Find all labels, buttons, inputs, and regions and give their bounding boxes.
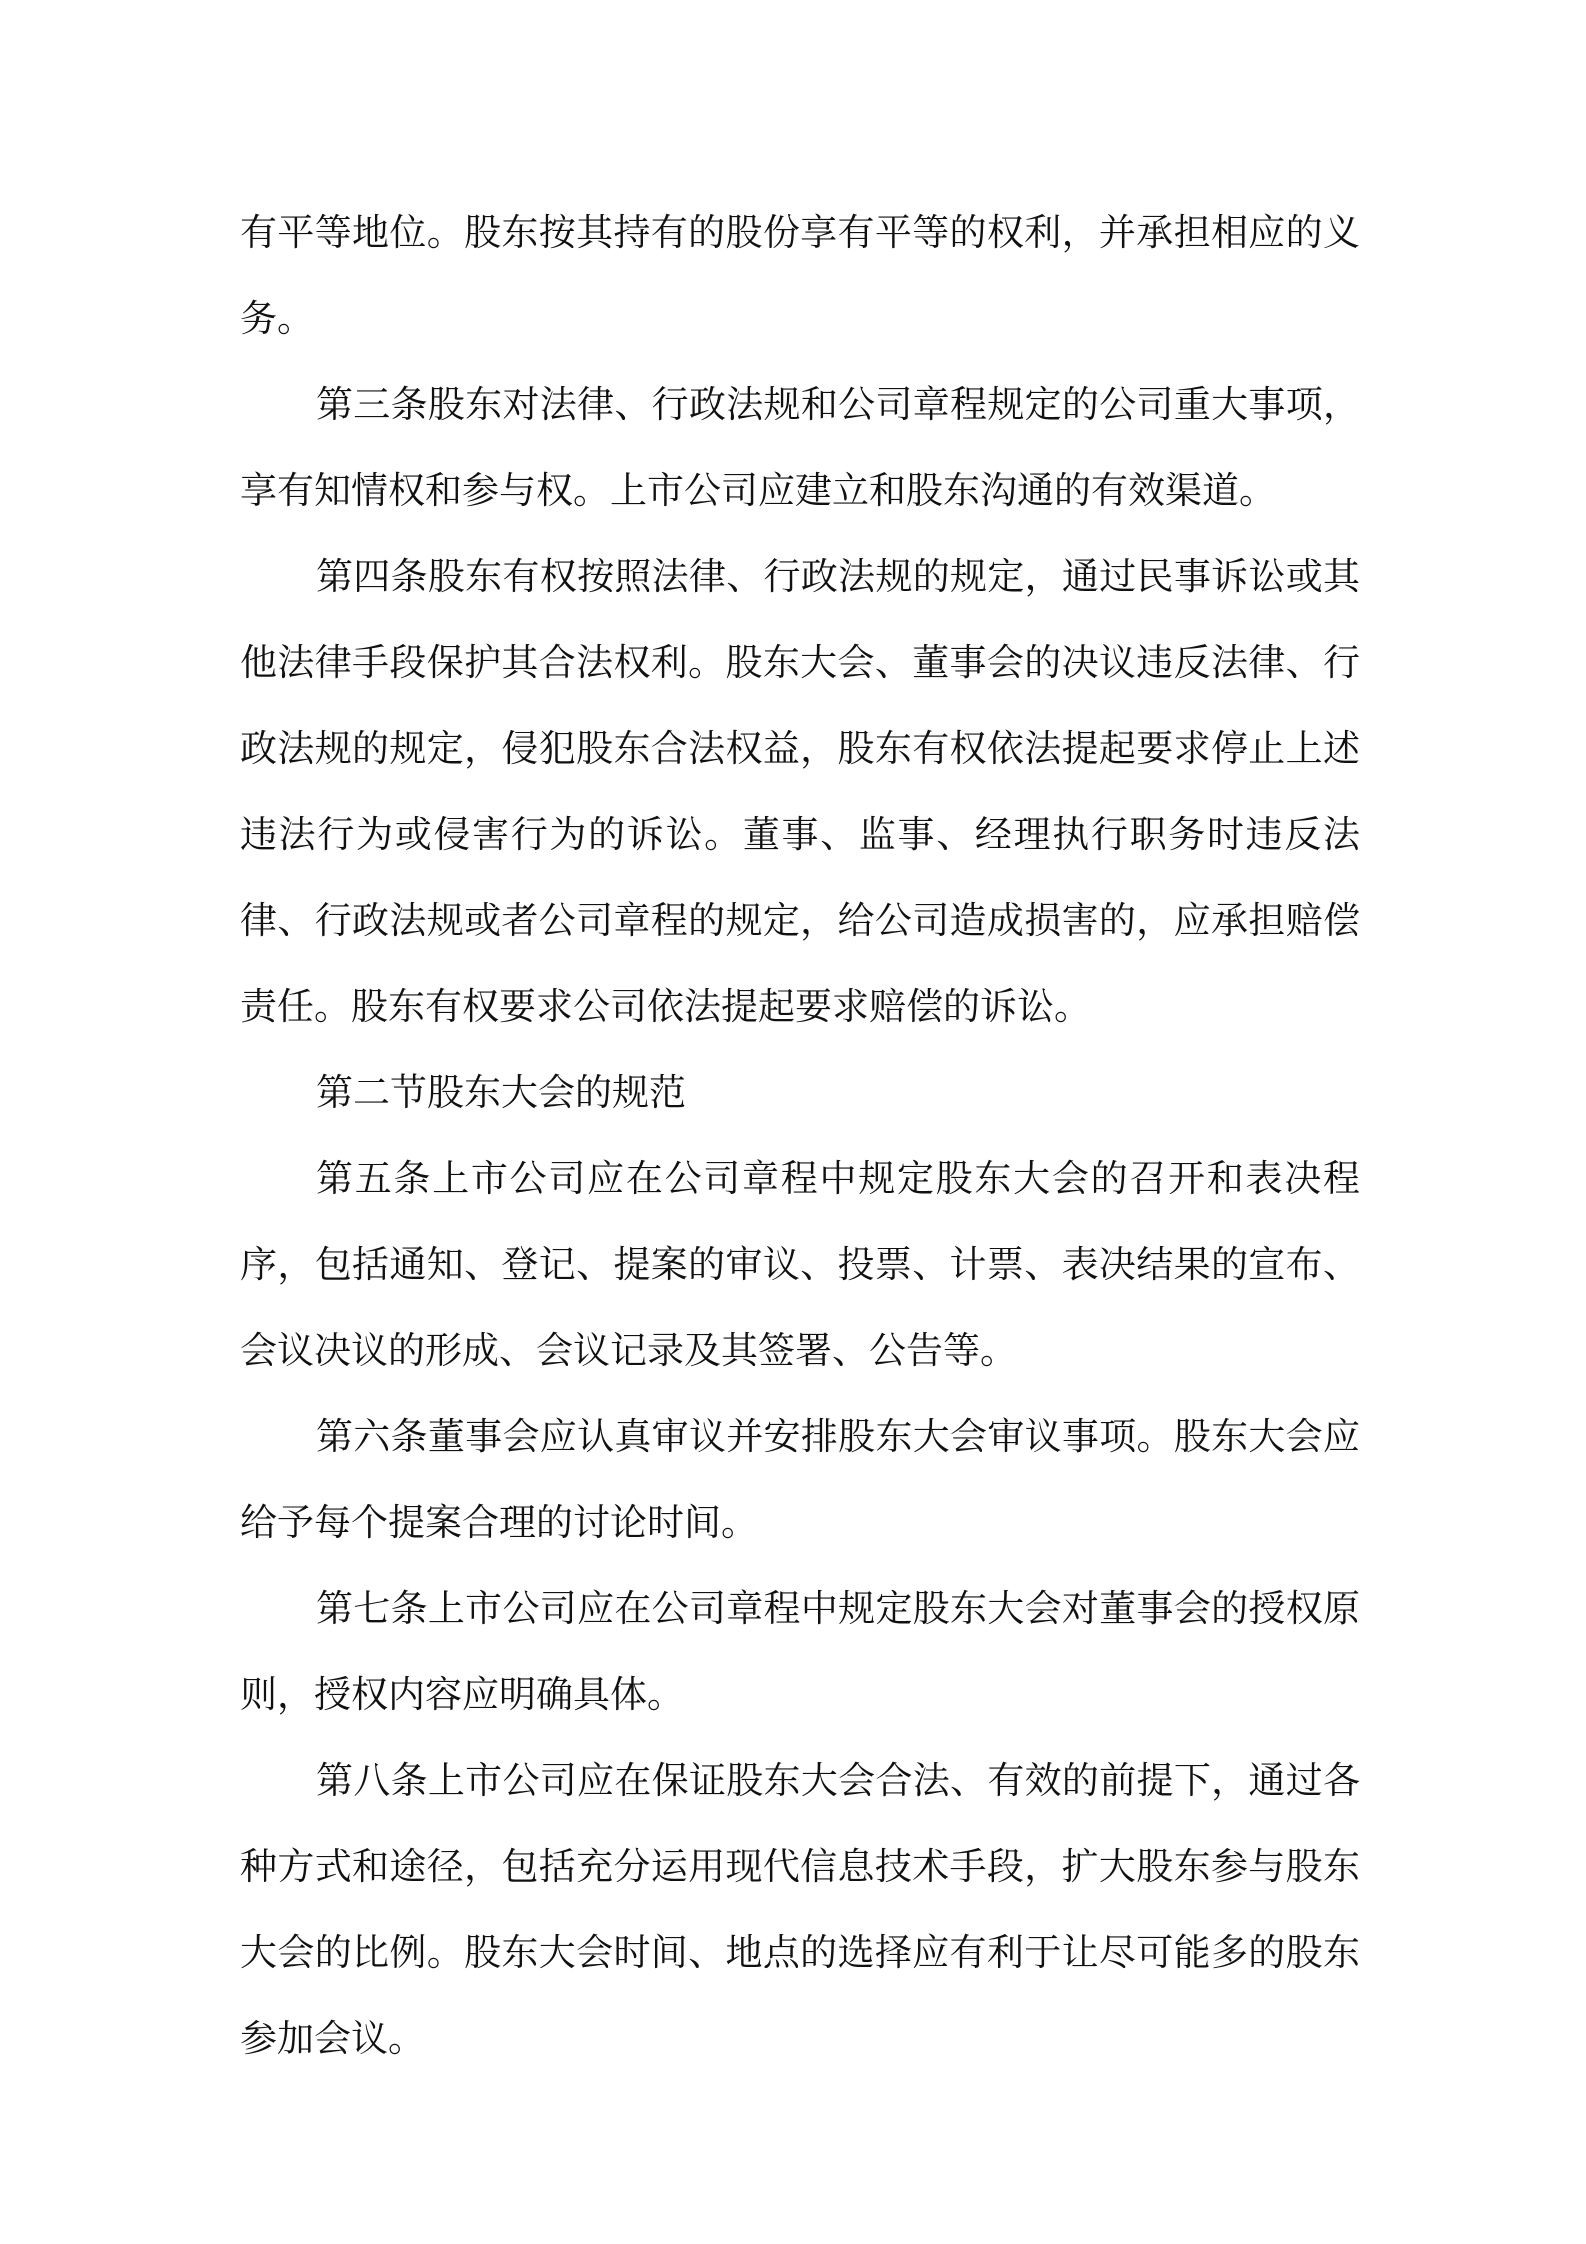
document-body xyxy=(240,190,1360,2082)
paragraph-article-6: 第六条董事会应认真审议并安排股东大会审议事项。股东大会应给予每个提案合理的讨论时间。 xyxy=(240,1415,1360,1544)
paragraph-article-8: 第八条上市公司应在保证股东大会合法、有效的前提下，通过各种方式和途径，包括充分运用现代信息技术手段，扩大股东参与股东大会的比例。股东大会时间、地点的选择应有利于让尽可能多的股东参加会议。 xyxy=(240,1759,1360,2060)
paragraph-continuation: 有平等地位。股东按其持有的股份享有平等的权利，并承担相应的义务。 xyxy=(240,211,1360,340)
section-heading: 第二节股东大会的规范 xyxy=(316,1071,686,1114)
paragraph-article-5: 第五条上市公司应在公司章程中规定股东大会的召开和表决程序，包括通知、登记、提案的审议、投票、计票、表决结果的宣布、会议决议的形成、会议记录及其签署、公告等。 xyxy=(240,1157,1360,1372)
paragraph-article-3: 第三条股东对法律、行政法规和公司章程规定的公司重大事项，享有知情权和参与权。上市公司应建立和股东沟通的有效渠道。 xyxy=(240,383,1360,512)
paragraph-article-4: 第四条股东有权按照法律、行政法规的规定，通过民事诉讼或其他法律手段保护其合法权利。股东大会、董事会的决议违反法律、行政法规的规定，侵犯股东合法权益，股东有权依法提起要求停止上述违法行为或侵害行为的诉讼。董事、监事、经理执行职务时违反法律、行政法规或者公司章程的规定，给公司造成损害的，应承担赔偿责任。股东有权要求公司依法提起要求赔偿的诉讼。 xyxy=(240,555,1360,1028)
paragraph-article-7: 第七条上市公司应在公司章程中规定股东大会对董事会的授权原则，授权内容应明确具体。 xyxy=(240,1587,1360,1716)
